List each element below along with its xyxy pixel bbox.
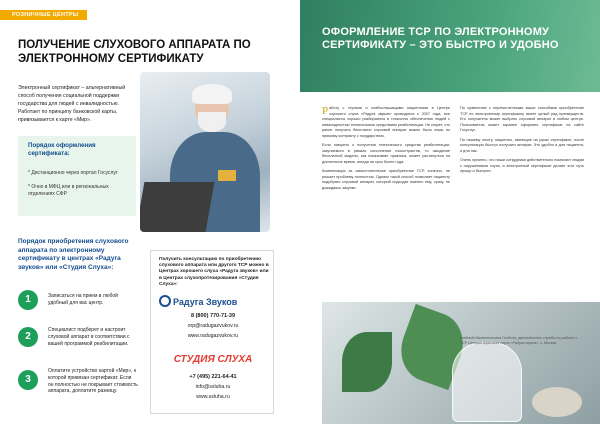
studiya-phone[interactable]: +7 (495) 221-64-41 bbox=[189, 374, 237, 380]
hero-banner bbox=[300, 0, 600, 92]
step-number-1: 1 bbox=[18, 290, 38, 310]
photo-hair-shape bbox=[192, 84, 232, 104]
steps-title: Порядок приобретения слухового аппарата по электронному сертификату в центрах «Радуга звуков» или «Студия Слуха»: bbox=[18, 238, 129, 271]
step-text-2: Специалист подберет и настроит слуховой аппарат в соответствии с вашей программой реабилитации. bbox=[48, 327, 130, 347]
contact-box bbox=[150, 250, 274, 414]
contact-heading: Получить консультацию по приобретению слухового аппарата или другого ТСР можно в Центрах хорошего слуха «Радуга звуков» или в Центрах слухопротезирования «Студия Слуха»: bbox=[159, 257, 269, 287]
raduga-email[interactable]: orp@radugazvukov.ru bbox=[187, 323, 239, 329]
photo-beard-shape bbox=[198, 112, 226, 132]
bank-card-shape bbox=[218, 170, 236, 181]
studiya-site[interactable]: www.ssluha.ru bbox=[196, 394, 230, 400]
order-item-online: * Дистанционно через портал Госуслуг bbox=[28, 170, 118, 176]
page-title: ПОЛУЧЕНИЕ СЛУХОВОГО АППАРАТА ПО ЭЛЕКТРОННОМУ СЕРТИФИКАТУ bbox=[18, 39, 251, 65]
raduga-brand: Радуга Звуков bbox=[173, 297, 238, 307]
step-number-2: 2 bbox=[18, 327, 38, 347]
author-signature: Надежда Валентиновна Голдина, руководитель службы по работе с ТСР Центра хорошего слуха «Радуга звуков», г. Москва bbox=[460, 336, 578, 345]
article-column-1 bbox=[322, 106, 450, 195]
paragraph: По нашему опыту, пациенты, имеющие на руках сертификат, после консультации быстро получают аппарат. Это удобно и для пациента, и для нас. bbox=[460, 137, 584, 153]
studiya-email[interactable]: info@ssluha.ru bbox=[195, 384, 231, 390]
glass-jar-shape bbox=[452, 342, 522, 422]
raduga-phone[interactable]: 8 (800) 770-71-39 bbox=[190, 313, 236, 319]
section-tag: РОЗНИЧНЫЕ ЦЕНТРЫ bbox=[0, 10, 87, 20]
paragraph: Компенсация за самостоятельное приобретение ТСР, конечно, не решает проблему полностью. Однако такой способ позволяет пациенту подобрать слуховой аппарат, который подходит именно ему, сразу, не дожидаясь закупки. bbox=[322, 169, 450, 190]
studiya-sluha-brand: СТУДИЯ СЛУХА bbox=[173, 354, 253, 365]
drop-cap: Р bbox=[322, 105, 329, 117]
right-page bbox=[300, 0, 600, 424]
raduga-logo-icon bbox=[159, 295, 171, 307]
decorative-photo bbox=[322, 302, 600, 424]
step-text-1: Записаться на прием в любой удобный для вас центр. bbox=[48, 293, 118, 306]
order-box bbox=[18, 136, 136, 216]
paragraph: Очень приятно, что наши сотрудники действительно помогают людям с нарушениями слуха, а электронный сертификат делает этот путь проще и быстрее. bbox=[460, 158, 584, 173]
leaf-shape bbox=[342, 332, 392, 392]
hero-title: ОФОРМЛЕНИЕ ТСР ПО ЭЛЕКТРОННОМУ СЕРТИФИКАТУ – ЭТО БЫСТРО И УДОБНО bbox=[322, 26, 559, 51]
raduga-site[interactable]: www.radugazvukov.ru bbox=[187, 333, 239, 339]
article-column-2 bbox=[460, 106, 584, 179]
paragraph-text: аботу с глухими и слабослышащими пациентами в Центре хорошего слуха «Радуга звуков» проводится с 2007 года, все специалисты хорошо разбираются в тонкостях обеспечения людей с инвалидностью техническими средствами реабилитации. Не секрет, что ранее получить бесплатно слуховой аппарат можно было лишь по прямому контракту с государством. bbox=[322, 106, 450, 138]
intro-paragraph: Электронный сертификат – альтернативный способ получения социальной поддержки государства для людей с инвалидностью. Работает по принципу банковской карты, привязывается к карте «Мир». bbox=[18, 85, 126, 123]
paragraph: По сравнению с перечисленными выше способами приобретение ТСР по электронному сертификату имеет целый ряд преимуществ. Его получатель может выбрать слуховой аппарат в любом центре. Пользователь может заранее оформить сертификат на сайте Госуслуг. bbox=[460, 106, 584, 132]
paragraph bbox=[322, 106, 450, 139]
elderly-man-photo bbox=[140, 72, 270, 232]
step-number-3: 3 bbox=[18, 370, 38, 390]
paragraph: Если говорить о получении технического средства реабилитации, закупаемого в рамках исполнения госконтрактов, то ожидание бесплатной модели, как показывает практика, может растянуться на длительное время, иногда на срок более года. bbox=[322, 143, 450, 164]
order-item-offline: * Очно в МФЦ или в региональных отделениях СФР bbox=[28, 184, 109, 197]
step-text-3: Оплатите устройство картой «Мир», к которой привязан сертификат. Если он полностью не покрывает стоимость аппарата, доплатите разницу. bbox=[48, 368, 138, 395]
laptop-shape bbox=[140, 182, 214, 232]
order-title: Порядок оформления сертификата: bbox=[28, 142, 96, 157]
stone-shape bbox=[532, 387, 582, 417]
